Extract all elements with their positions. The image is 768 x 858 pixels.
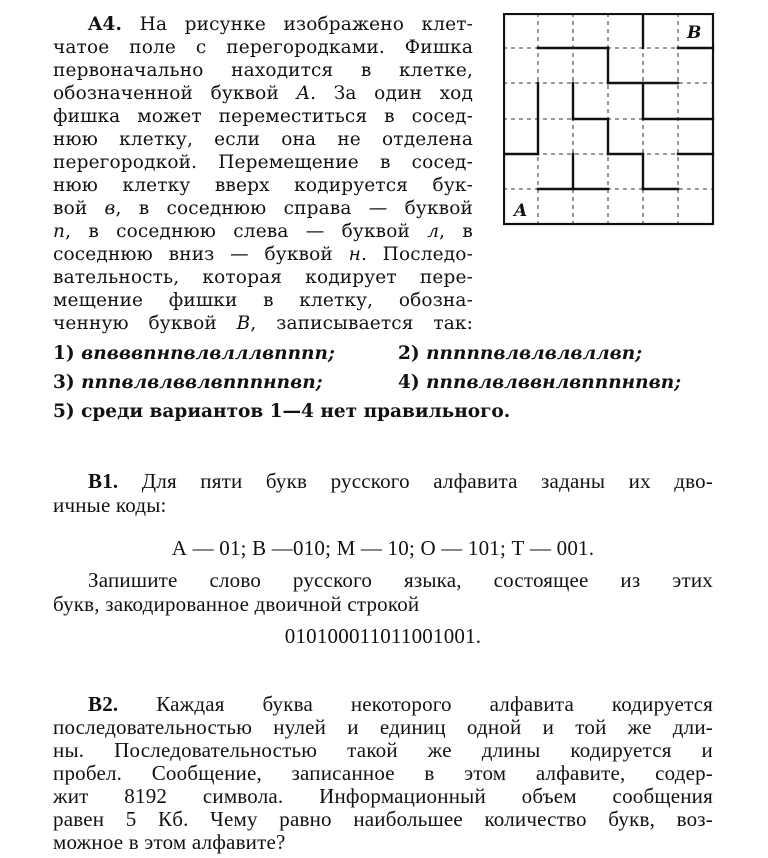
- a4-line-8: нюю клетку вверх кодируется бук-: [53, 175, 473, 196]
- b1-line-3: Запишите слово русского языка, состоящее из этих: [88, 568, 713, 592]
- a4-line-11: соседнюю вниз — буквой н. Последо-: [53, 244, 473, 265]
- letter-n: н: [348, 244, 361, 265]
- b2-line-2: последовательностью нулей и единиц одной и той же дли-: [53, 715, 713, 739]
- letter-l: л: [427, 221, 440, 242]
- option-1[interactable]: 1) впвввпнпвлвлллвпппп;: [53, 343, 335, 364]
- a4-line-13: мещение фишки в клетку, обозна-: [53, 290, 473, 311]
- a4-line-10: п, в соседнюю слева — буквой л, в: [53, 221, 473, 242]
- b1-line-2: ичные коды:: [53, 493, 167, 517]
- b2-line-3: ны. Последовательностью такой же длины кодируется и: [53, 738, 713, 762]
- b2-line-6: равен 5 Кб. Чему равно наибольшее количество букв, воз-: [53, 807, 713, 831]
- a4-line-6: нюю клетку, если она не отделена: [53, 129, 473, 150]
- letter-p: п: [53, 221, 66, 242]
- cell-label-a: A: [514, 201, 528, 221]
- b1-line-4: букв, закодированное двоичной строкой: [53, 592, 420, 616]
- a4-line-9: вой в, в соседнюю справа — буквой: [53, 198, 473, 219]
- b1-binary: 010100011011001001.: [284, 624, 482, 648]
- b2-line-4: пробел. Сообщение, записанное в этом алфавите, содер-: [53, 761, 713, 785]
- b1-codes: А — 01; В —010; М — 10; О — 101; Т — 001.: [171, 536, 595, 560]
- a4-line-14: ченную буквой B, записывается так:: [53, 313, 473, 334]
- a4-line-2: чатое поле с перегородками. Фишка: [53, 37, 473, 58]
- maze-grid: [503, 13, 715, 227]
- cell-label-b: B: [687, 23, 702, 43]
- letter-a: A: [296, 83, 311, 104]
- a4-line-4: обозначенной буквой A. За один ход: [53, 83, 473, 104]
- option-4[interactable]: 4) пппвлвлввнлвпппнпвп;: [398, 372, 682, 393]
- a4-label: A4.: [88, 14, 123, 35]
- b2-label: B2.: [88, 692, 119, 716]
- a4-line-12: вательность, которая кодирует пере-: [53, 267, 473, 288]
- b2-line-5: жит 8192 символа. Информационный объем сообщения: [53, 784, 713, 808]
- option-5[interactable]: 5) среди вариантов 1—4 нет правильного.: [53, 401, 511, 422]
- a4-line-5: фишка может переместиться в сосед-: [53, 106, 473, 127]
- a4-line-1: A4. На рисунке изображено клет-: [88, 14, 473, 35]
- b2-line-1: B2. Каждая буква некоторого алфавита кодируется: [88, 692, 713, 716]
- letter-b: B: [236, 313, 251, 334]
- a4-line-3: первоначально находится в клетке,: [53, 60, 473, 81]
- option-2[interactable]: 2) пппппвлвлвлвллвп;: [398, 343, 643, 364]
- b1-line-1: B1. Для пяти букв русского алфавита заданы их дво-: [88, 469, 713, 493]
- letter-v: в: [104, 198, 116, 219]
- option-3[interactable]: 3) пппвлвлввлвпппнпвп;: [53, 372, 323, 393]
- b1-label: B1.: [88, 469, 119, 493]
- a4-line-7: перегородкой. Перемещение в сосед-: [53, 152, 473, 173]
- b2-line-7: можное в этом алфавите?: [53, 830, 286, 854]
